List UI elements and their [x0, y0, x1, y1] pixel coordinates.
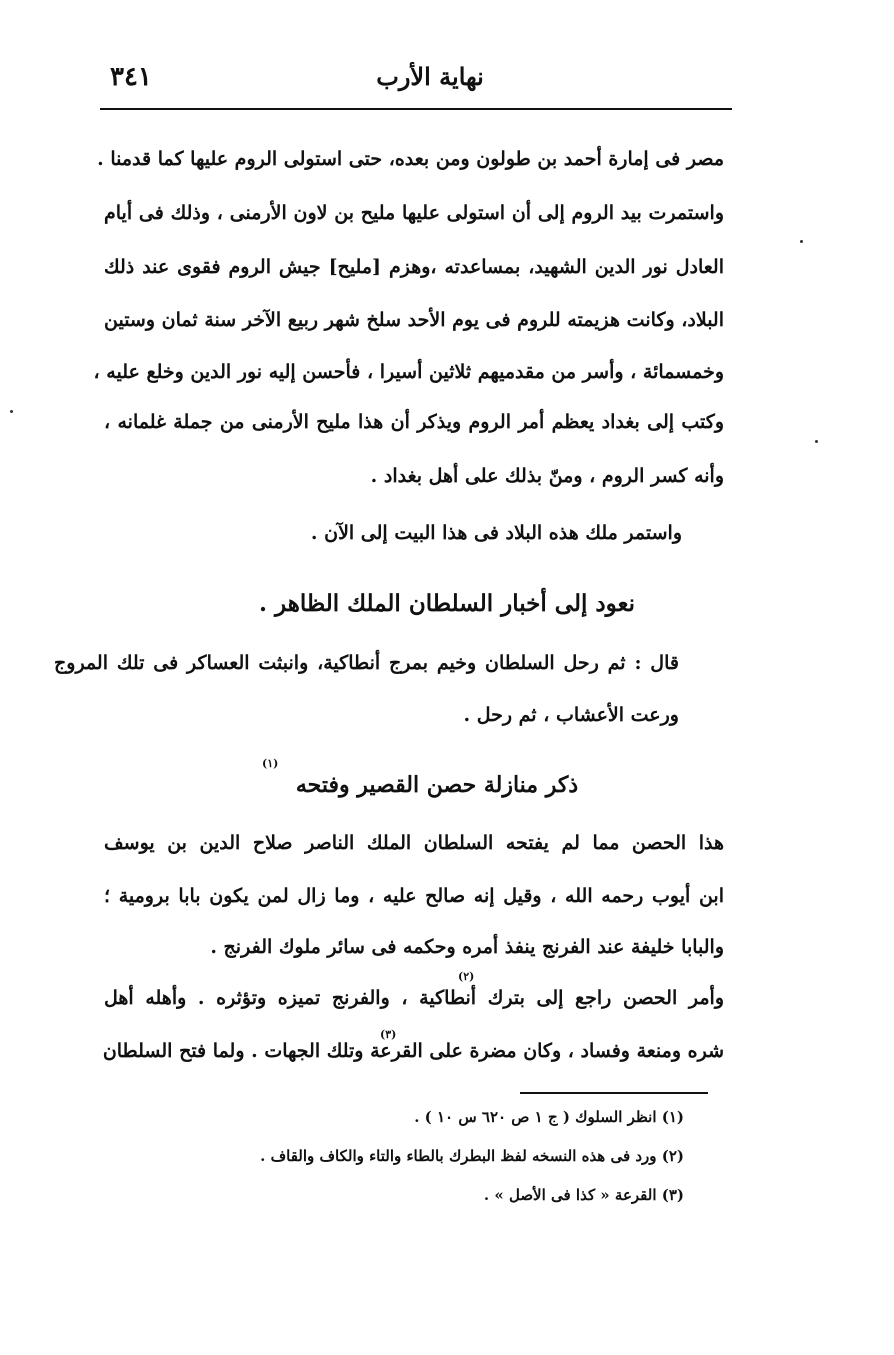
footnote: (٣) القرعة « كذا فى الأصل » . [483, 1186, 684, 1204]
header-rule [100, 108, 732, 110]
running-title: نهاية الأرب [376, 62, 484, 91]
footnote-rule [520, 1092, 708, 1094]
text-line: وأمر الحصن راجع إلى بترك أنطاكية ، والفرنج تميزه وتؤثره . وأهله أهل [104, 987, 724, 1009]
page-number: ٣٤١ [110, 62, 152, 92]
section-heading: نعود إلى أخبار السلطان الملك الظاهر . [259, 590, 635, 617]
text-line: واستمرت بيد الروم إلى أن استولى عليها مليح بن لاون الأرمنى ، وذلك فى أيام [104, 202, 724, 224]
text-line: ورعت الأعشاب ، ثم رحل . [463, 704, 679, 726]
footnote-marker: (١) [262, 757, 279, 770]
text-line: ابن أيوب رحمه الله ، وقيل إنه صالح عليه ، وما زال لمن يكون بابا برومية ؛ [104, 885, 724, 907]
scan-speck [815, 440, 818, 443]
text-line: شره ومنعة وفساد ، وكان مضرة على القرعة وتلك الجهات . ولما فتح السلطان [102, 1040, 724, 1062]
text-line: مصر فى إمارة أحمد بن طولون ومن بعده، حتى استولى الروم عليها كما قدمنا . [97, 148, 724, 170]
footnote-marker: (٣) [380, 1028, 397, 1041]
text-line: وأنه كسر الروم ، ومنّ بذلك على أهل بغداد . [370, 465, 724, 487]
footnote: (١) انظر السلوك ( ج ١ ص ٦٢٠ س ١٠ ) . [414, 1108, 684, 1126]
scan-speck [800, 240, 803, 243]
text-line: قال : ثم رحل السلطان وخيم بمرج أنطاكية، وانبثت العساكر فى تلك المروج [54, 652, 679, 674]
text-line: العادل نور الدين الشهيد، بمساعدته ،وهزم [مليح] جيش الروم فقوى عند ذلك [104, 256, 724, 278]
footnote-marker: (٢) [458, 970, 475, 983]
footnote: (٢) ورد فى هذه النسخه لفظ البطرك بالطاء والتاء والكاف والقاف . [260, 1147, 684, 1165]
text-line: وكتب إلى بغداد يعظم أمر الروم ويذكر أن هذا مليح الأرمنى من جملة غلمانه ، [104, 411, 724, 433]
scan-speck [10, 410, 13, 413]
text-line: والبابا خليفة عند الفرنج ينفذ أمره وحكمه فى سائر ملوك الفرنج . [210, 936, 724, 958]
section-heading: ذكر منازلة حصن القصير وفتحه [295, 772, 579, 798]
text-line: واستمر ملك هذه البلاد فى هذا البيت إلى الآن . [310, 522, 682, 544]
text-line: وخمسمائة ، وأسر من مقدميهم ثلاثين أسيرا ، فأحسن إليه نور الدين وخلع عليه ، [93, 361, 724, 383]
text-line: البلاد، وكانت هزيمته للروم فى يوم الأحد سلخ شهر ربيع الآخر سنة ثمان وستين [104, 309, 724, 331]
text-line: هذا الحصن مما لم يفتحه السلطان الملك الناصر صلاح الدين بن يوسف [104, 832, 724, 854]
